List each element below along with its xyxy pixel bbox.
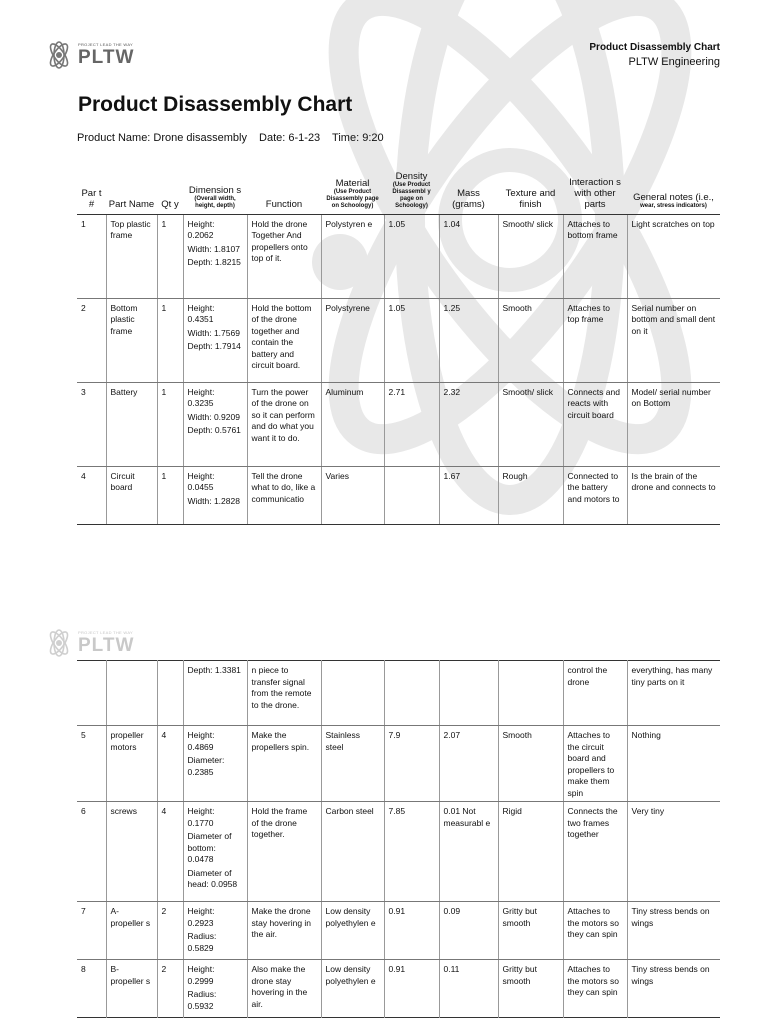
col-texture: Texture and finish (498, 152, 563, 214)
atom-logo-icon (44, 628, 74, 658)
dimension-line: Height: 0.2999 (187, 964, 215, 986)
cell-interaction: Connected to the battery and motors to (563, 466, 627, 524)
cell-part: 7 (77, 902, 106, 960)
cell-notes: Tiny stress bends on wings (627, 960, 720, 1018)
cell-function: Also make the drone stay hovering in the air. (247, 960, 321, 1018)
cell-mass: 0.01 Not measurabl e (439, 802, 498, 902)
cell-interaction: Connects the two frames together (563, 802, 627, 902)
cell-notes: Nothing (627, 726, 720, 802)
dimension-line: Height: 0.4869 (187, 730, 215, 752)
col-part: Par t # (77, 152, 106, 214)
cell-density: 0.91 (384, 902, 439, 960)
dimension-line: Height: 0.3235 (187, 386, 215, 408)
dimension-line: Width: 1.7569 (187, 327, 240, 338)
cell-name: Battery (106, 382, 157, 466)
cell-qty: 1 (157, 466, 183, 524)
cell-texture: Rough (498, 466, 563, 524)
col-interaction: Interaction s with other parts (563, 152, 627, 214)
cell-part: 5 (77, 726, 106, 802)
table-row (77, 726, 720, 802)
pltw-logo (44, 40, 134, 70)
cell-dimensions (183, 298, 247, 382)
col-qty: Qt y (157, 152, 183, 214)
cell-name: screws (106, 802, 157, 902)
table-row (77, 466, 720, 524)
product-name: Product Name: Drone disassembly (77, 132, 247, 144)
cell-function: Hold the frame of the drone together. (247, 802, 321, 902)
logo-small-text: PROJECT LEAD THE WAY (78, 629, 133, 635)
cell-qty: 1 (157, 214, 183, 298)
product-time: Time: 9:20 (332, 132, 384, 144)
dimension-line: Diameter of head: 0.0958 (187, 867, 238, 889)
dimension-line: Height: 0.4351 (187, 302, 215, 324)
cell-part: 1 (77, 214, 106, 298)
col-material-note: (Use Product Disassembly page on Schoology) (326, 188, 379, 209)
cell-name: propeller motors (106, 726, 157, 802)
cell-interaction: Attaches to the circuit board and propellers to make them spin (563, 726, 627, 802)
cell-density (384, 661, 439, 726)
cell-mass: 2.32 (439, 382, 498, 466)
dimension-line: Height: 0.2923 (187, 906, 215, 928)
cell-interaction: Attaches to the motors so they can spin (563, 960, 627, 1018)
dimension-line: Height: 0.0455 (187, 470, 215, 492)
cell-notes: Is the brain of the drone and connects to (627, 466, 720, 524)
cell-density: 0.91 (384, 960, 439, 1018)
cell-dimensions (183, 902, 247, 960)
cell-material: Varies (321, 466, 384, 524)
col-notes (627, 152, 720, 214)
dimension-line: Diameter of bottom: 0.0478 (187, 831, 232, 864)
cell-qty: 2 (157, 902, 183, 960)
dimension-line: Radius: 0.5829 (187, 931, 217, 953)
cell-qty: 1 (157, 298, 183, 382)
cell-mass: 2.07 (439, 726, 498, 802)
col-material-label: Material (335, 177, 370, 189)
cell-material: Aluminum (321, 382, 384, 466)
cell-name: B- propeller s (106, 960, 157, 1018)
cell-dimensions (183, 661, 247, 726)
logo-text: PLTW (78, 634, 135, 656)
col-dim-note: (Overall width, height, depth) (194, 195, 236, 209)
cell-mass: 0.11 (439, 960, 498, 1018)
cell-notes: Light scratches on top (627, 214, 720, 298)
cell-material: Polystyrene (321, 298, 384, 382)
page-title: Product Disassembly Chart (78, 93, 353, 116)
atom-logo-icon (44, 40, 74, 70)
cell-mass: 1.04 (439, 214, 498, 298)
table-row (77, 802, 720, 902)
cell-name: Circuit board (106, 466, 157, 524)
cell-name: A- propeller s (106, 902, 157, 960)
cell-notes: Tiny stress bends on wings (627, 902, 720, 960)
col-notes-label: General notes (i.e., (633, 191, 714, 203)
cell-material: Low density polyethylen e (321, 902, 384, 960)
cell-dimensions (183, 960, 247, 1018)
cell-dimensions (183, 382, 247, 466)
cell-dimensions (183, 802, 247, 902)
cell-notes: Model/ serial number on Bottom (627, 382, 720, 466)
pltw-logo-page2 (44, 628, 134, 658)
cell-texture: Gritty but smooth (498, 960, 563, 1018)
cell-mass (439, 661, 498, 726)
cell-interaction: control the drone (563, 661, 627, 726)
cell-texture: Smooth/ slick (498, 382, 563, 466)
dimension-line: Depth: 1.7914 (187, 341, 241, 351)
cell-material: Polystyren e (321, 214, 384, 298)
disassembly-table-page1 (77, 152, 720, 525)
cell-function: Make the drone stay hovering in the air. (247, 902, 321, 960)
cell-density: 7.9 (384, 726, 439, 802)
table-row (77, 382, 720, 466)
cell-function: Make the propellers spin. (247, 726, 321, 802)
cell-texture: Smooth (498, 726, 563, 802)
cell-function: Turn the power of the drone on so it can perform and do what you want it to do. (247, 382, 321, 466)
cell-material: Stainless steel (321, 726, 384, 802)
cell-interaction: Attaches to bottom frame (563, 214, 627, 298)
col-material (321, 152, 384, 214)
cell-material: Low density polyethylen e (321, 960, 384, 1018)
cell-mass: 1.25 (439, 298, 498, 382)
cell-notes: Very tiny (627, 802, 720, 902)
dimension-line: Width: 1.2828 (187, 495, 240, 506)
col-dim (183, 152, 247, 214)
dimension-line: Width: 0.9209 (187, 411, 240, 422)
cell-texture: Smooth/ slick (498, 214, 563, 298)
cell-part: 8 (81, 964, 86, 974)
cell-texture: Gritty but smooth (498, 902, 563, 960)
cell-notes: everything, has many tiny parts on it (627, 661, 720, 726)
cell-mass: 0.09 (439, 902, 498, 960)
cell-texture: Smooth (498, 298, 563, 382)
cell-function: Hold the drone Together And propellers onto top of it. (247, 214, 321, 298)
cell-texture (498, 661, 563, 726)
col-mass: Mass (grams) (439, 152, 498, 214)
cell-name: Bottom plastic frame (106, 298, 157, 382)
logo-small-text: PROJECT LEAD THE WAY (78, 41, 133, 47)
table-row (77, 960, 720, 1018)
dimension-line: Height: 0.2062 (187, 218, 215, 240)
col-name: Part Name (106, 152, 157, 214)
cell-part: 2 (77, 298, 106, 382)
cell-density: 7.85 (384, 802, 439, 902)
cell-function: Tell the drone what to do, like a communicatio (247, 466, 321, 524)
cell-part: 6 (77, 802, 106, 902)
cell-name: Top plastic frame (106, 214, 157, 298)
header-org: PLTW Engineering (628, 56, 720, 68)
cell-qty (157, 661, 183, 726)
table-row (77, 214, 720, 298)
cell-interaction: Attaches to top frame (563, 298, 627, 382)
cell-part (77, 661, 106, 726)
cell-name (106, 661, 157, 726)
table-row (77, 661, 720, 726)
cell-qty: 4 (157, 726, 183, 802)
table-row (77, 298, 720, 382)
cell-interaction: Connects and reacts with circuit board (563, 382, 627, 466)
cell-dimensions (183, 214, 247, 298)
col-density (384, 152, 439, 214)
cell-material (321, 661, 384, 726)
dimension-line: Height: 0.1770 (187, 806, 215, 828)
cell-function: n piece to transfer signal from the remote to the drone. (247, 661, 321, 726)
col-density-label: Density (395, 170, 428, 182)
header-right (589, 42, 720, 68)
cell-dimensions (183, 466, 247, 524)
cell-qty: 1 (157, 382, 183, 466)
disassembly-table-page2 (77, 660, 720, 1018)
header-chart-title: Product Disassembly Chart (589, 42, 720, 53)
cell-notes: Serial number on bottom and small dent on it (627, 298, 720, 382)
dimension-line: Diameter: 0.2385 (187, 755, 225, 777)
cell-part: 4 (77, 466, 106, 524)
dimension-line: Depth: 0.5761 (187, 425, 241, 435)
cell-density (384, 466, 439, 524)
col-dim-label: Dimension s (188, 184, 242, 196)
table-row (77, 902, 720, 960)
cell-density: 1.05 (384, 214, 439, 298)
cell-part: 3 (77, 382, 106, 466)
cell-qty: 4 (157, 802, 183, 902)
col-function: Function (247, 152, 321, 214)
cell-function: Hold the bottom of the drone together and contain the battery and circuit board. (247, 298, 321, 382)
cell-dimensions (183, 726, 247, 802)
dimension-line: Depth: 1.3381 (187, 665, 241, 675)
cell-density: 2.71 (384, 382, 439, 466)
cell-texture: Rigid (498, 802, 563, 902)
logo-text: PLTW (78, 46, 135, 68)
cell-density: 1.05 (384, 298, 439, 382)
dimension-line: Depth: 1.8215 (187, 257, 241, 267)
product-date: Date: 6-1-23 (259, 132, 321, 144)
cell-interaction: Attaches to the motors so they can spin (563, 902, 627, 960)
col-density-note: (Use Product Disassembl y page on Schoology) (392, 181, 431, 209)
cell-mass: 1.67 (439, 466, 498, 524)
col-notes-note: wear, stress indicators) (640, 202, 707, 209)
dimension-line: Radius: 0.5932 (187, 989, 217, 1011)
cell-material: Carbon steel (321, 802, 384, 902)
product-meta (77, 132, 393, 144)
dimension-line: Width: 1.8107 (187, 243, 240, 254)
cell-qty: 2 (157, 960, 183, 1018)
